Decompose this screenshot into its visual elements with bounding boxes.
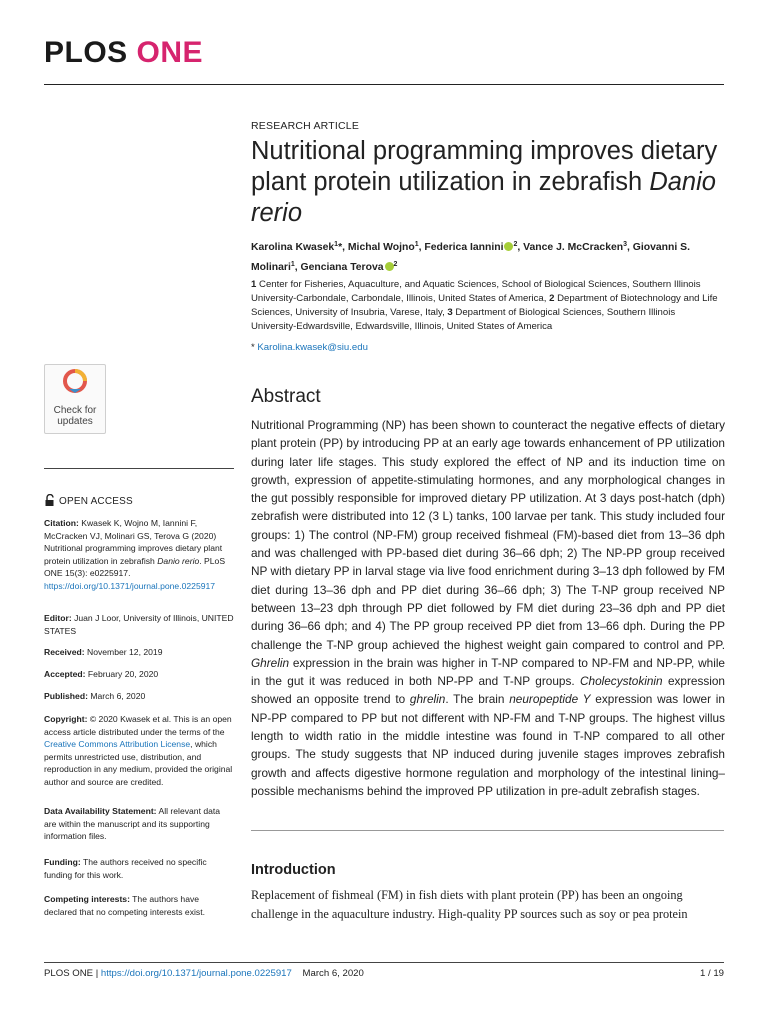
received-date: Received: November 12, 2019: [44, 647, 163, 657]
email-link[interactable]: Karolina.kwasek@siu.edu: [257, 342, 368, 353]
author[interactable]: Federica Iannini $^2$: [424, 241, 518, 253]
author[interactable]: Michal Wojno$^1$: [347, 241, 419, 253]
abstract-divider: [251, 830, 724, 831]
check-for-updates-badge[interactable]: [44, 364, 106, 434]
introduction-text: Replacement of fishmeal (FM) in fish diets with plant protein (PP) has been an ongoing challenge in the aquaculture industry. High-quality PP sources such as soy or pea protein: [251, 888, 688, 921]
funding-block: Funding: The authors received no specific funding for this work.: [44, 857, 207, 880]
page-number: 1 / 19: [699, 968, 724, 979]
footer-date: March 6, 2020: [302, 968, 364, 979]
citation-block: Citation: Kwasek K, Wojno M, Iannini F, McCracken VJ, Molinari GS, Terova G (2020) Nutritional programming improves dietary plant protein utilization in zebrafish Danio rerio. PLoS ONE 15(3): e0225917. https://doi.org/10.1371/journal.pone.0225917: [44, 518, 226, 591]
data-availability-block: Data Availability Statement: All relevant data are within the manuscript and its supporting information files.: [44, 806, 221, 842]
editor-block: Editor: Juan J Loor, University of Illinois, UNITED STATES: [44, 613, 234, 636]
open-lock-icon: [44, 494, 56, 506]
published-date: Published: March 6, 2020: [44, 691, 146, 701]
author[interactable]: Giovanni S. Molinari$^1$: [251, 242, 690, 273]
logo-plos: PLOS: [44, 36, 128, 69]
author[interactable]: Karolina Kwasek$^1$*: [251, 241, 343, 253]
author[interactable]: Vance J. McCracken$^3$: [523, 241, 628, 253]
license-link[interactable]: Creative Commons Attribution License: [44, 739, 191, 750]
open-access-label: OPEN ACCESS: [44, 494, 133, 507]
journal-logo[interactable]: [44, 36, 203, 70]
copyright-block: Copyright: © 2020 Kwasek et al. This is an open access article distributed under the terms of the Creative Commons Attribution License, which permits unrestricted use, distribution, and reproduction in any medium, provided the original author and source are credited.: [44, 714, 233, 787]
accepted-date: Accepted: February 20, 2020: [44, 669, 159, 679]
orcid-icon[interactable]: [385, 262, 394, 271]
introduction-heading: Introduction: [251, 862, 336, 878]
affiliations: 1 Center for Fisheries, Aquaculture, and Aquatic Sciences, School of Biological Sciences, Southern Illinois University-Carbondale, Carbondale, Illinois, United States of America, 2 Department of Biotechnology and Life Sciences, University of Insubria, Varese, Italy, 3 Department of Biological Sciences, Southern Illinois University-Edwardsville, Edwardsville, Illinois, United States of America: [251, 279, 718, 332]
article-type: RESEARCH ARTICLE: [251, 120, 360, 132]
competing-interests-block: Competing interests: The authors have declared that no competing interests exist.: [44, 894, 205, 917]
abstract-text: Nutritional Programming (NP) has been shown to counteract the negative effects of dietary plant protein (PP) by introducing PP at an early age towards enhancement of PP utilization during later life stages. This study explored the effect of NP and its induction time on growth, expression of appetite-stimulating hormones, and any morphological changes in the gut possibly responsible for improved dietary PP utilization. At 3 days post-hatch (dph) zebrafish were distributed into 12 (3 L) tanks, 100 larvae per tank. This study included four groups: 1) The control (NP-FM) group received fishmeal (FM)-based diet from 13–36 dph and was challenged with PP-based diet during 36–66 dph; 2) The NP-PP group received NP with dietary PP in larval stage via live food enrichment during 3–13 dph followed by FM diet during 13–36 dph and PP diet during 36–66 dph; 3) The T-NP group received NP between 13–23 dph through PP diet followed by FM diet during 23–36 dph and PP diet during 36–66 dph; and 4) The PP group received PP diet from 13–66 dph. During the PP challenge the T-NP group achieved the highest weight gain compared to control and PP. Ghrelin expression in the brain was higher in T-NP compared to NP-FM and NP-PP, while in the gut it was reduced in both NP-PP and T-NP groups. Cholecystokinin expression showed an opposite trend to ghrelin. The brain neuropeptide Y expression was lower in NP-PP compared to PP but not different with NP-FM and T-NP groups. The highest villus length to width ratio in the middle intestine was found in T-NP compared to all other groups. The study suggests that NP induced during juvenile stages improves zebrafish growth and affects digestive hormone regulation and morphology of the intestinal lining–possible mechanisms behind the improved PP utilization in pre-adult zebrafish stages.: [251, 418, 725, 798]
article-title: [251, 136, 731, 229]
corresponding-email: * Karolina.kwasek@siu.edu: [251, 342, 368, 353]
abstract-heading: Abstract: [251, 386, 321, 407]
header-divider: [44, 84, 724, 85]
check-for-updates-label: Check for updates: [53, 405, 97, 427]
author-list: Karolina Kwasek$^1$*, Michal Wojno$^1$, Federica Iannini $^2$, Vance J. McCracken$^3$, Giovanni S. Molinari$^1$, Genciana Terova $^2$: [251, 241, 690, 273]
title-species: Danio rerio: [251, 168, 716, 227]
citation-doi-link[interactable]: https://doi.org/10.1371/journal.pone.0225917: [44, 580, 216, 591]
author[interactable]: Genciana Terova $^2$: [300, 261, 398, 273]
title-text: Nutritional programming improves dietary plant protein utilization in zebrafish: [251, 137, 718, 196]
logo-one: ONE: [136, 36, 204, 69]
updates-icon: [63, 369, 87, 393]
footer-divider: [44, 962, 724, 963]
sidebar-divider: [44, 468, 234, 469]
footer-citation: PLOS ONE | https://doi.org/10.1371/journal.pone.0225917 March 6, 2020: [44, 968, 364, 979]
footer-doi-link[interactable]: https://doi.org/10.1371/journal.pone.0225917: [100, 968, 292, 979]
